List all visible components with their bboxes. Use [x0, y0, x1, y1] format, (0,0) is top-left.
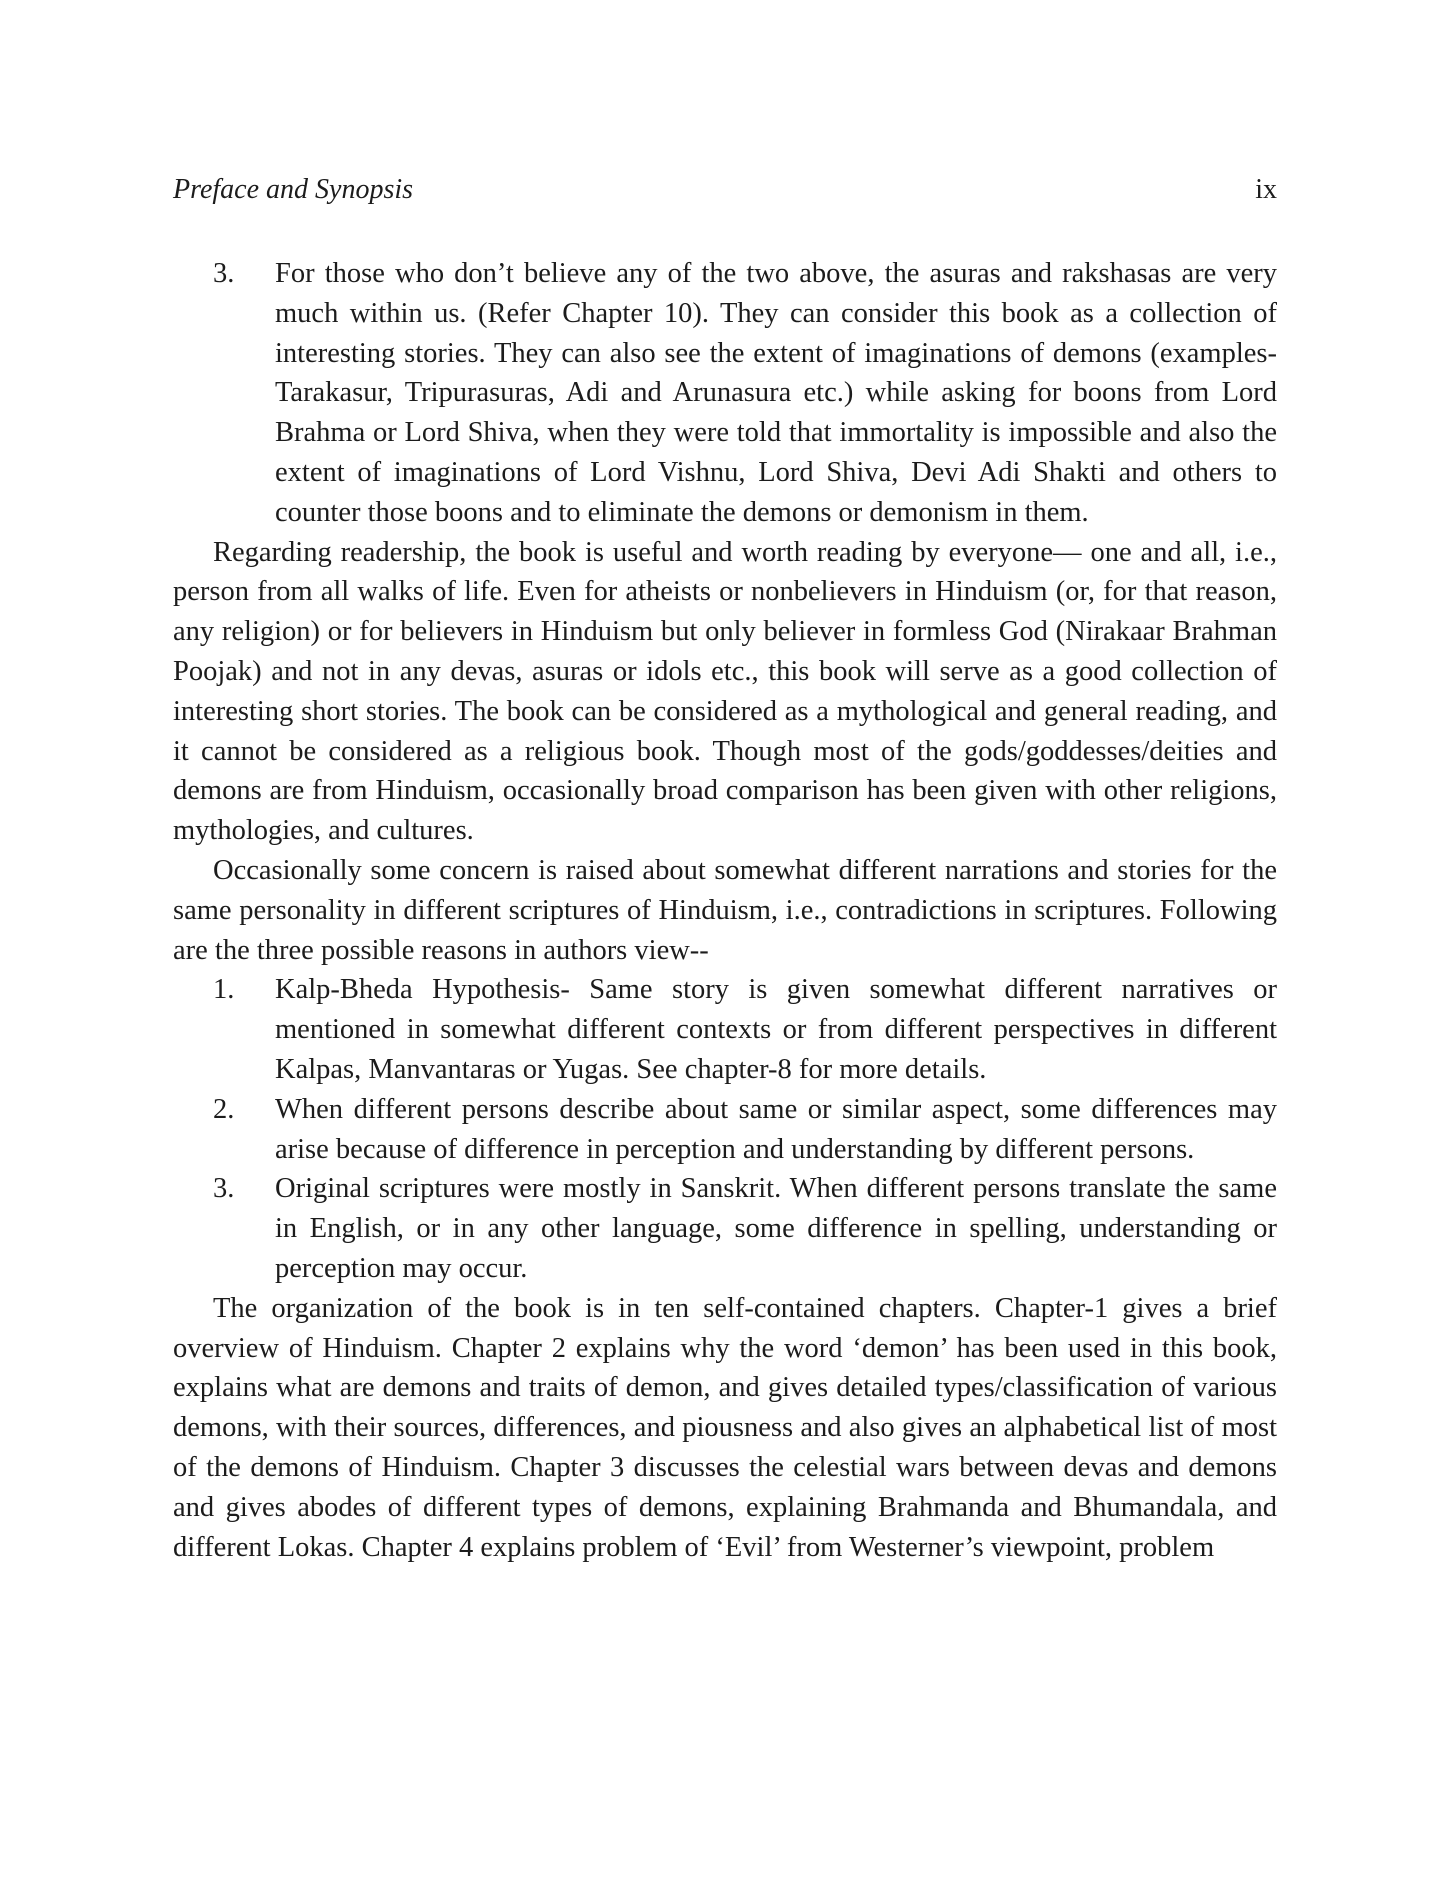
list-text: Kalp-Bheda Hypothesis- Same story is given somewhat different narratives or mentioned in somewhat different contexts or from different perspectives in different Kalpas, Manvantaras or Yugas. See chapter-8 for more details. [275, 974, 1277, 1085]
list-item [173, 254, 1277, 533]
list-item [173, 1169, 1277, 1288]
running-title: Preface and Synopsis [173, 174, 414, 205]
list-text: Original scriptures were mostly in Sanskrit. When different persons translate the same in English, or in any other language, some difference in spelling, understanding or perception may occur. [275, 1173, 1277, 1284]
body-text [173, 254, 1277, 1567]
list-number: 2. [213, 1093, 235, 1125]
reasons-list [173, 970, 1277, 1288]
list-number: 3. [213, 258, 235, 289]
list-text: For those who don’t believe any of the two above, the asuras and rakshasas are very much within us. (Refer Chapter 10). They can consider this book as a collection of interesting stories. They can also see the extent of imaginations of demons (examples- Tarakasur, Tripurasuras, Adi and Arunasura etc.) while asking for boons from Lord Brahma or Lord Shiva, when they were told that immortality is impossible and also the extent of imaginations of Lord Vishnu, Lord Shiva, Devi Adi Shakti and others to counter those boons and to eliminate the demons or demonism in them. [275, 258, 1277, 528]
paragraph-readership: Regarding readership, the book is useful and worth reading by everyone— one and all, i.e., person from all walks of life. Even for atheists or nonbelievers in Hinduism (or, for that reason, any religion) or for believers in Hinduism but only believer in formless God (Nirakaar Brahman Poojak) and not in any devas, asuras or idols etc., this book will serve as a good collection of interesting short stories. The book can be considered as a mythological and general reading, and it cannot be considered as a religious book. Though most of the gods/goddesses/deities and demons are from Hinduism, occasionally broad comparison has been given with other religions, mythologies, and cultures. [173, 536, 1277, 847]
running-header [173, 170, 1277, 210]
list-item [173, 970, 1277, 1089]
paragraph-concern: Occasionally some concern is raised about somewhat different narrations and stories for the same personality in different scriptures of Hinduism, i.e., contradictions in scriptures. Following are the three possible reasons in authors view-- [173, 854, 1277, 966]
page-number: ix [1255, 174, 1277, 205]
list-text: When different persons describe about same or similar aspect, some differences may arise because of difference in perception and understanding by different persons. [275, 1093, 1277, 1165]
list-number: 3. [213, 1173, 235, 1205]
paragraph-organization: The organization of the book is in ten self-contained chapters. Chapter-1 gives a brief overview of Hinduism. Chapter 2 explains why the word ‘demon’ has been used in this book, explains what are demons and traits of demon, and gives detailed types/classification of various demons, with their sources, differences, and piousness and also gives an alphabetical list of most of the demons of Hinduism. Chapter 3 discusses the celestial wars between devas and demons and gives abodes of different types of demons, explaining Brahmanda and Bhumandala, and different Lokas. Chapter 4 explains problem of ‘Evil’ from Westerner’s viewpoint, problem [173, 1292, 1277, 1563]
belief-list [173, 254, 1277, 533]
list-number: 1. [213, 974, 235, 1006]
list-item [173, 1090, 1277, 1170]
